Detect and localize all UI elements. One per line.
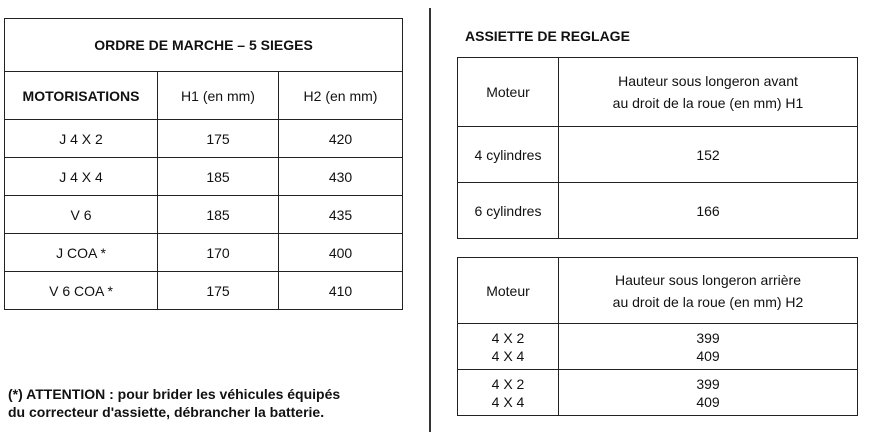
column-header-moteur: Moteur xyxy=(458,258,559,324)
column-header-h2: H2 (en mm) xyxy=(279,72,403,120)
table-row xyxy=(5,272,403,310)
height-cell xyxy=(559,370,858,416)
moteur-cell xyxy=(458,324,559,370)
moteur-value: 4 X 2 xyxy=(491,329,525,346)
height-cell xyxy=(559,324,858,370)
table-row xyxy=(458,324,858,370)
moteur-value: 4 X 4 xyxy=(491,347,525,364)
motorisation-cell: V 6 xyxy=(5,196,158,234)
height-value: 409 xyxy=(696,347,720,364)
height-cell: 152 xyxy=(559,127,858,183)
height-value: 399 xyxy=(696,329,720,346)
moteur-value: 4 X 4 xyxy=(491,393,525,410)
rear-height-table xyxy=(457,257,858,416)
motorisation-cell: J COA * xyxy=(5,234,158,272)
height-value: 399 xyxy=(696,375,720,392)
header-line: Hauteur sous longeron avant xyxy=(618,73,798,89)
h1-cell: 175 xyxy=(158,272,279,310)
h2-cell: 400 xyxy=(279,234,403,272)
attention-footnote xyxy=(8,385,340,421)
moteur-cell: 4 cylindres xyxy=(458,127,559,183)
footnote-line: (*) ATTENTION : pour brider les véhicules équipés xyxy=(8,386,341,402)
h2-cell: 435 xyxy=(279,196,403,234)
motorisation-cell: J 4 X 2 xyxy=(5,120,158,158)
header-line: au droit de la roue (en mm) H2 xyxy=(612,293,804,310)
column-header-motorisations: MOTORISATIONS xyxy=(5,72,158,120)
h1-cell: 170 xyxy=(158,234,279,272)
table-row xyxy=(458,183,858,239)
table-row xyxy=(458,370,858,416)
h1-cell: 185 xyxy=(158,158,279,196)
ordre-de-marche-table xyxy=(4,18,403,310)
front-height-table xyxy=(457,57,858,239)
header-line: Hauteur sous longeron arrière xyxy=(615,271,801,288)
column-header-rear-height xyxy=(559,258,858,324)
table-row xyxy=(5,120,403,158)
column-header-moteur: Moteur xyxy=(458,58,559,127)
moteur-value: 4 X 2 xyxy=(491,375,525,392)
h2-cell: 430 xyxy=(279,158,403,196)
header-line: au droit de la roue (en mm) H1 xyxy=(612,95,804,111)
h1-cell: 175 xyxy=(158,120,279,158)
footnote-line: du correcteur d'assiette, débrancher la batterie. xyxy=(8,404,325,420)
h2-cell: 420 xyxy=(279,120,403,158)
table-row xyxy=(458,127,858,183)
table-row xyxy=(5,196,403,234)
vertical-divider xyxy=(429,8,431,432)
motorisation-cell: V 6 COA * xyxy=(5,272,158,310)
motorisation-cell: J 4 X 4 xyxy=(5,158,158,196)
table-row xyxy=(5,158,403,196)
moteur-cell: 6 cylindres xyxy=(458,183,559,239)
column-header-h1: H1 (en mm) xyxy=(158,72,279,120)
height-cell: 166 xyxy=(559,183,858,239)
h1-cell: 185 xyxy=(158,196,279,234)
h2-cell: 410 xyxy=(279,272,403,310)
section-title: ASSIETTE DE REGLAGE xyxy=(465,28,630,44)
table-title: ORDRE DE MARCHE – 5 SIEGES xyxy=(5,19,403,72)
height-value: 409 xyxy=(696,393,720,410)
moteur-cell xyxy=(458,370,559,416)
table-row xyxy=(5,234,403,272)
column-header-front-height xyxy=(559,58,858,127)
